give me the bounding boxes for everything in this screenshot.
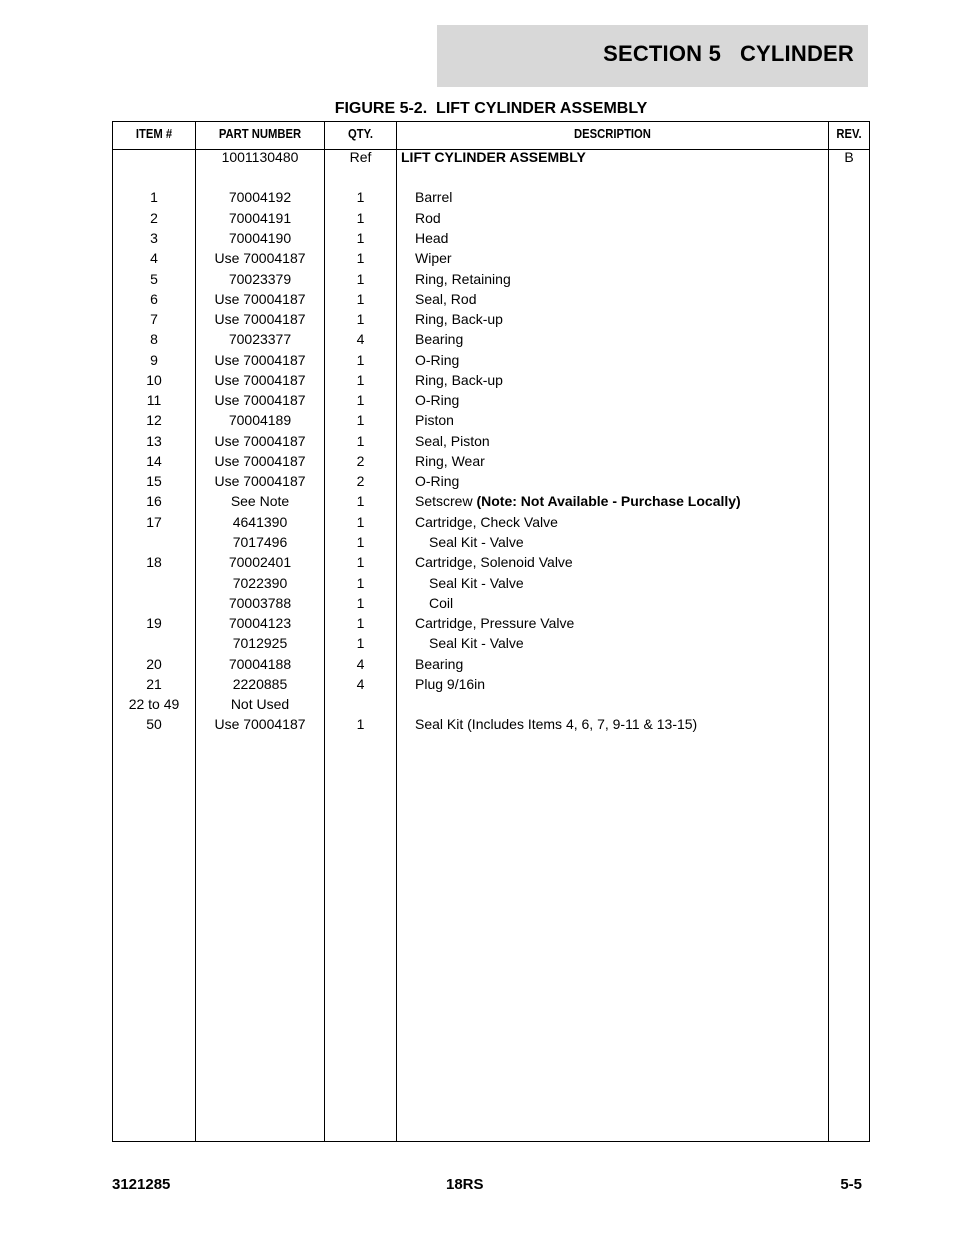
description-text: Setscrew bbox=[415, 493, 477, 509]
description bbox=[415, 371, 825, 389]
item-number: 1 bbox=[150, 189, 158, 205]
qty: 1 bbox=[356, 493, 365, 509]
description-text: Seal Kit (Includes Items 4, 6, 7, 9-11 & 13-15) bbox=[415, 716, 698, 732]
description bbox=[415, 310, 825, 328]
description-text: O-Ring bbox=[415, 352, 460, 368]
part-number: Not Used bbox=[230, 696, 290, 712]
footer-doc-number: 3121285 bbox=[112, 1176, 171, 1193]
part-number: 70023377 bbox=[228, 331, 292, 347]
description bbox=[415, 249, 825, 267]
description-text: Ring, Wear bbox=[415, 453, 485, 469]
qty: 2 bbox=[356, 473, 365, 489]
table-row bbox=[0, 614, 954, 634]
part-number: 70004192 bbox=[228, 189, 292, 205]
description-text: Cartridge, Pressure Valve bbox=[415, 615, 575, 631]
description bbox=[415, 675, 825, 693]
part-number: 70004190 bbox=[228, 230, 292, 246]
item-number: 6 bbox=[150, 291, 158, 307]
description-text: Coil bbox=[429, 595, 454, 611]
part-number: 70023379 bbox=[228, 271, 292, 287]
description bbox=[429, 634, 839, 652]
item-number: 4 bbox=[150, 250, 158, 266]
description bbox=[415, 452, 825, 470]
revision: B bbox=[844, 149, 854, 165]
description bbox=[415, 229, 825, 247]
part-number: 2220885 bbox=[232, 676, 288, 692]
description bbox=[429, 574, 839, 592]
item-number: 8 bbox=[150, 331, 158, 347]
table-row bbox=[0, 695, 954, 715]
description bbox=[415, 432, 825, 450]
description bbox=[415, 209, 825, 227]
item-number: 18 bbox=[146, 554, 162, 570]
table-row bbox=[0, 391, 954, 411]
description-text: Piston bbox=[415, 412, 454, 428]
qty: 1 bbox=[356, 311, 365, 327]
part-number: 70002401 bbox=[228, 554, 292, 570]
description-text: Bearing bbox=[415, 331, 464, 347]
part-number: 70004189 bbox=[228, 412, 292, 428]
table-row bbox=[0, 472, 954, 492]
description-text: Head bbox=[415, 230, 449, 246]
item-number: 14 bbox=[146, 453, 162, 469]
qty: 1 bbox=[356, 230, 365, 246]
section-title: SECTION 5 CYLINDER bbox=[603, 41, 854, 66]
description-text: Wiper bbox=[415, 250, 452, 266]
footer-model: 18RS bbox=[446, 1176, 484, 1193]
description bbox=[415, 290, 825, 308]
table-row bbox=[0, 290, 954, 310]
item-number: 2 bbox=[150, 210, 158, 226]
description-text: Ring, Retaining bbox=[415, 271, 511, 287]
item-number: 17 bbox=[146, 514, 162, 530]
table-row bbox=[0, 411, 954, 431]
item-number: 7 bbox=[150, 311, 158, 327]
qty: 4 bbox=[356, 331, 365, 347]
item-number: 22 to 49 bbox=[128, 696, 180, 712]
part-number: Use 70004187 bbox=[214, 372, 306, 388]
table-row bbox=[0, 492, 954, 512]
qty: 1 bbox=[356, 554, 365, 570]
part-number: Use 70004187 bbox=[214, 473, 306, 489]
qty: 1 bbox=[356, 372, 365, 388]
table-row bbox=[0, 675, 954, 695]
table-row bbox=[0, 715, 954, 735]
description-text: Seal, Piston bbox=[415, 433, 490, 449]
item-number: 50 bbox=[146, 716, 162, 732]
header-qty: QTY. bbox=[347, 127, 374, 141]
qty: 1 bbox=[356, 635, 365, 651]
description-text: Seal Kit - Valve bbox=[429, 635, 524, 651]
table-row bbox=[0, 371, 954, 391]
qty: 1 bbox=[356, 352, 365, 368]
item-number: 13 bbox=[146, 433, 162, 449]
qty: 4 bbox=[356, 656, 365, 672]
table-row bbox=[0, 209, 954, 229]
description bbox=[415, 351, 825, 369]
table-row bbox=[0, 634, 954, 654]
part-number: Use 70004187 bbox=[214, 291, 306, 307]
part-number: 70003788 bbox=[228, 595, 292, 611]
table-row-assembly bbox=[0, 148, 954, 168]
item-number: 11 bbox=[146, 392, 162, 408]
qty: 1 bbox=[356, 595, 365, 611]
item-number: 3 bbox=[150, 230, 158, 246]
table-row bbox=[0, 533, 954, 553]
qty: 1 bbox=[356, 392, 365, 408]
description-text: Seal Kit - Valve bbox=[429, 534, 524, 550]
description bbox=[415, 188, 825, 206]
qty: 4 bbox=[356, 676, 365, 692]
description-text: Seal Kit - Valve bbox=[429, 575, 524, 591]
part-number: See Note bbox=[230, 493, 290, 509]
item-number: 9 bbox=[150, 352, 158, 368]
table-row bbox=[0, 553, 954, 573]
description-text: Rod bbox=[415, 210, 441, 226]
qty: 1 bbox=[356, 575, 365, 591]
description bbox=[415, 715, 825, 733]
qty: 1 bbox=[356, 291, 365, 307]
description bbox=[415, 655, 825, 673]
part-number: Use 70004187 bbox=[214, 352, 306, 368]
item-number: 10 bbox=[146, 372, 162, 388]
part-number: Use 70004187 bbox=[214, 716, 306, 732]
qty: 1 bbox=[356, 271, 365, 287]
part-number: 70004191 bbox=[228, 210, 292, 226]
description-text: O-Ring bbox=[415, 473, 460, 489]
item-number: 12 bbox=[146, 412, 162, 428]
table-row bbox=[0, 594, 954, 614]
part-number: Use 70004187 bbox=[214, 453, 306, 469]
description bbox=[429, 533, 839, 551]
footer-page-number: 5-5 bbox=[840, 1176, 862, 1193]
table-row bbox=[0, 270, 954, 290]
section-header bbox=[437, 25, 868, 87]
description-text: Bearing bbox=[415, 656, 464, 672]
table-row bbox=[0, 574, 954, 594]
table-row bbox=[0, 655, 954, 675]
description bbox=[415, 391, 825, 409]
table-row bbox=[0, 229, 954, 249]
part-number: 70004123 bbox=[228, 615, 292, 631]
header-description: DESCRIPTION bbox=[574, 127, 651, 141]
header-item: ITEM # bbox=[135, 127, 173, 141]
item-number: 5 bbox=[150, 271, 158, 287]
qty: 1 bbox=[356, 433, 365, 449]
description bbox=[415, 411, 825, 429]
description bbox=[415, 270, 825, 288]
description: LIFT CYLINDER ASSEMBLY bbox=[401, 149, 586, 165]
description bbox=[415, 330, 825, 348]
qty: 1 bbox=[356, 189, 365, 205]
item-number: 16 bbox=[146, 493, 162, 509]
description bbox=[415, 492, 825, 510]
description-text: Cartridge, Solenoid Valve bbox=[415, 554, 573, 570]
item-number: 15 bbox=[146, 473, 162, 489]
qty: 1 bbox=[356, 615, 365, 631]
table-row bbox=[0, 351, 954, 371]
description-text: Cartridge, Check Valve bbox=[415, 514, 558, 530]
qty: 1 bbox=[356, 250, 365, 266]
table-row bbox=[0, 330, 954, 350]
table-row bbox=[0, 188, 954, 208]
part-number: Use 70004187 bbox=[214, 433, 306, 449]
header-part-number: PART NUMBER bbox=[218, 127, 302, 141]
figure-title: FIGURE 5-2. LIFT CYLINDER ASSEMBLY bbox=[334, 100, 648, 117]
qty: 2 bbox=[356, 453, 365, 469]
description-text: Seal, Rod bbox=[415, 291, 477, 307]
part-number: Use 70004187 bbox=[214, 311, 306, 327]
description bbox=[415, 553, 825, 571]
part-number: 7017496 bbox=[232, 534, 288, 550]
part-number: Use 70004187 bbox=[214, 392, 306, 408]
description-text: Plug 9/16in bbox=[415, 676, 486, 692]
description-text: Barrel bbox=[415, 189, 453, 205]
part-number: 7022390 bbox=[232, 575, 288, 591]
table-row bbox=[0, 249, 954, 269]
header-rev: REV. bbox=[836, 127, 862, 141]
table-row bbox=[0, 513, 954, 533]
part-number: 70004188 bbox=[228, 656, 292, 672]
qty: 1 bbox=[356, 534, 365, 550]
description bbox=[415, 614, 825, 632]
item-number: 21 bbox=[146, 676, 162, 692]
description-text: Ring, Back-up bbox=[415, 311, 503, 327]
description-text: O-Ring bbox=[415, 392, 460, 408]
qty: 1 bbox=[356, 210, 365, 226]
description-note: (Note: Not Available - Purchase Locally) bbox=[476, 493, 741, 509]
qty: Ref bbox=[349, 149, 372, 165]
part-number: 7012925 bbox=[232, 635, 288, 651]
table-row bbox=[0, 310, 954, 330]
item-number: 19 bbox=[146, 615, 162, 631]
description bbox=[415, 472, 825, 490]
description-text: Ring, Back-up bbox=[415, 372, 503, 388]
qty: 1 bbox=[356, 514, 365, 530]
part-number: 1001130480 bbox=[221, 149, 299, 165]
qty: 1 bbox=[356, 412, 365, 428]
table-row bbox=[0, 432, 954, 452]
table-row bbox=[0, 452, 954, 472]
part-number: Use 70004187 bbox=[214, 250, 306, 266]
description bbox=[429, 594, 839, 612]
description bbox=[415, 513, 825, 531]
qty: 1 bbox=[356, 716, 365, 732]
part-number: 4641390 bbox=[232, 514, 288, 530]
item-number: 20 bbox=[146, 656, 162, 672]
